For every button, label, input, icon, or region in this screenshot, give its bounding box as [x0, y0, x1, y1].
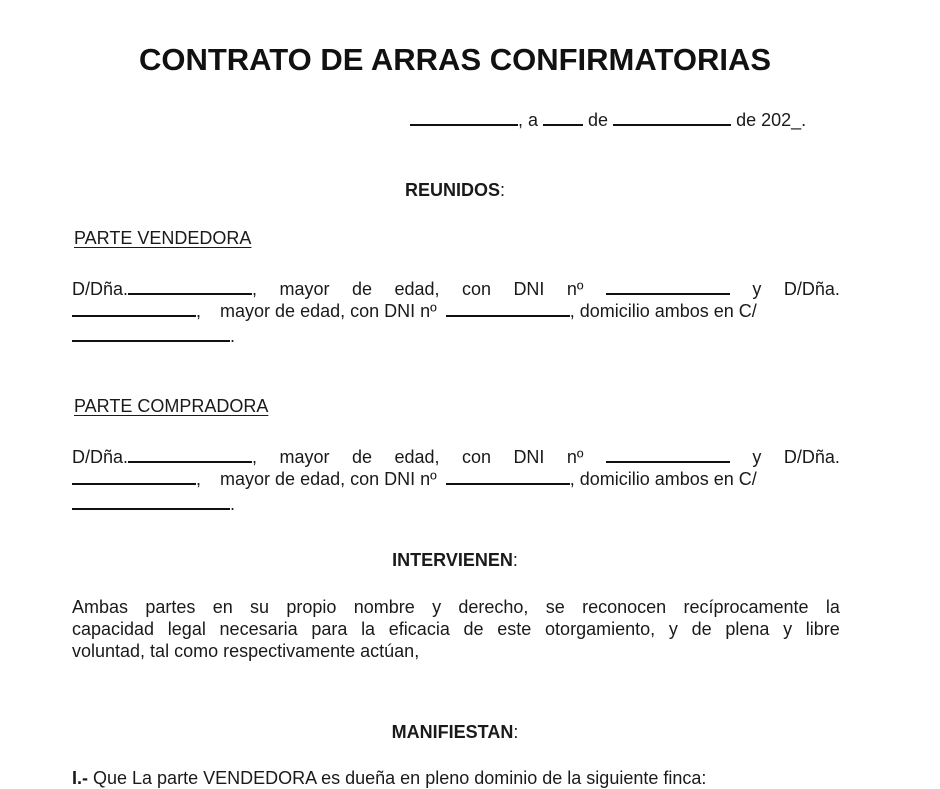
- vendedora-line-1: D/Dña. , mayor de edad, con DNI nº y D/Dña.: [72, 275, 840, 300]
- section-heading-reunidos: REUNIDOS:: [404, 180, 506, 200]
- day-blank[interactable]: [543, 106, 583, 126]
- intervienen-line-1: Ambas partes en su propio nombre y derecho, se reconocen recíprocamente la: [72, 597, 840, 617]
- intervienen-line-2: capacidad legal necesaria para la eficacia de este otorgamiento, y de plena y libre: [72, 619, 840, 639]
- compradora-line-2: , mayor de edad, con DNI nº , domicilio ambos en C/: [72, 465, 840, 490]
- compradora-dni-2-blank[interactable]: [446, 465, 570, 485]
- section-heading-intervienen: INTERVIENEN:: [392, 550, 518, 570]
- month-blank[interactable]: [613, 106, 731, 126]
- vendedora-line-3: .: [72, 322, 840, 347]
- vendedora-line-2: , mayor de edad, con DNI nº , domicilio ambos en C/: [72, 297, 840, 322]
- compradora-line-3: .: [72, 490, 840, 515]
- vendedora-dni-1-blank[interactable]: [606, 275, 730, 295]
- subheading-parte-vendedora: PARTE VENDEDORA: [74, 228, 252, 248]
- document-title: CONTRATO DE ARRAS CONFIRMATORIAS: [138, 42, 772, 77]
- compradora-address-blank[interactable]: [72, 490, 230, 510]
- item-numeral: I.-: [72, 768, 88, 788]
- compradora-name-1-blank[interactable]: [128, 443, 252, 463]
- date-line: , a de de 202_.: [410, 106, 806, 131]
- manifiestan-item-1: I.- Que La parte VENDEDORA es dueña en pleno dominio de la siguiente finca:: [72, 768, 707, 788]
- compradora-line-1: D/Dña. , mayor de edad, con DNI nº y D/Dña.: [72, 443, 840, 468]
- compradora-name-2-blank[interactable]: [72, 465, 196, 485]
- vendedora-name-1-blank[interactable]: [128, 275, 252, 295]
- vendedora-name-2-blank[interactable]: [72, 297, 196, 317]
- vendedora-address-blank[interactable]: [72, 322, 230, 342]
- compradora-dni-1-blank[interactable]: [606, 443, 730, 463]
- vendedora-dni-2-blank[interactable]: [446, 297, 570, 317]
- intervienen-line-3: voluntad, tal como respectivamente actúan,: [72, 641, 420, 661]
- place-blank[interactable]: [410, 106, 518, 126]
- subheading-parte-compradora: PARTE COMPRADORA: [74, 396, 269, 416]
- section-heading-manifiestan: MANIFIESTAN:: [391, 722, 519, 742]
